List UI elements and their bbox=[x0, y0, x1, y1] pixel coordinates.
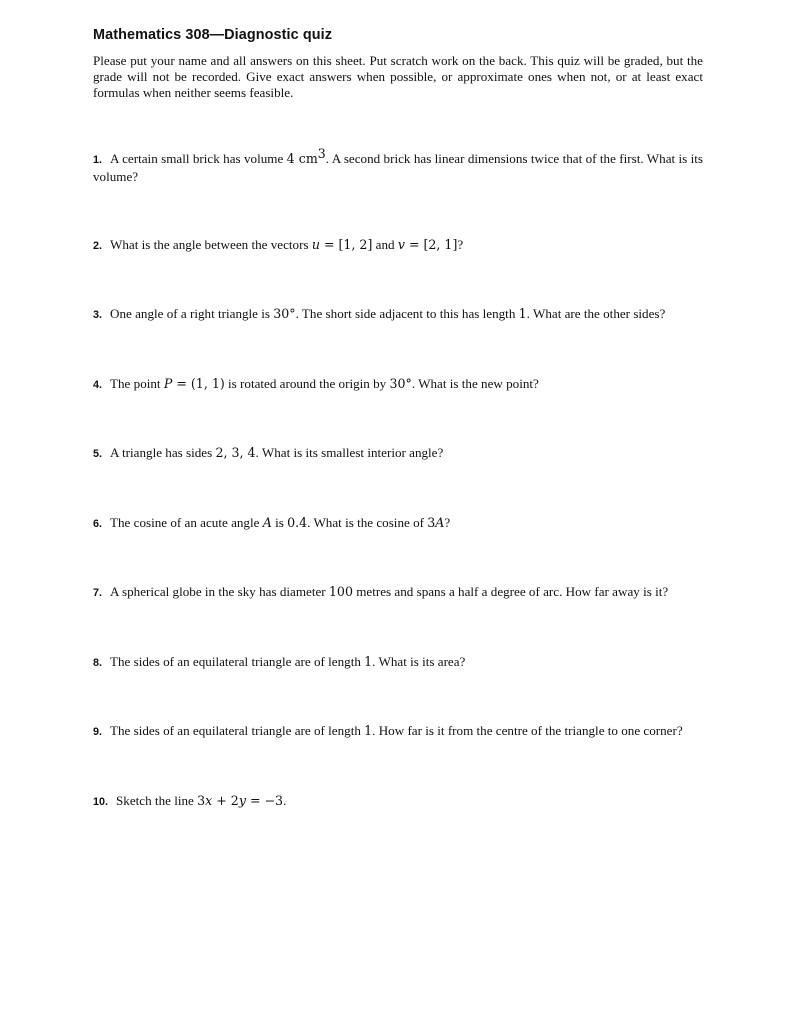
math-expression: = [1, 2] bbox=[319, 237, 373, 252]
question-number: 5. bbox=[93, 448, 103, 460]
question-text: is rotated around the origin by bbox=[224, 376, 390, 391]
question-text: . How far is it from the centre of the triangle to one corner? bbox=[372, 723, 683, 738]
question-number: 1. bbox=[93, 154, 103, 166]
question-6 bbox=[93, 515, 703, 533]
question-number: 2. bbox=[93, 240, 103, 252]
math-expression: 30° bbox=[389, 376, 412, 391]
math-expression: 1 bbox=[364, 723, 373, 738]
math-expression: 3 bbox=[427, 515, 436, 530]
question-number: 9. bbox=[93, 726, 103, 738]
question-text: What is the angle between the vectors bbox=[110, 237, 312, 252]
question-10 bbox=[93, 793, 703, 811]
math-expression: 1 bbox=[364, 654, 373, 669]
question-number: 7. bbox=[93, 587, 103, 599]
question-text: . What are the other sides? bbox=[526, 306, 666, 321]
question-text: A spherical globe in the sky has diameter bbox=[110, 584, 329, 599]
math-expression: = −3 bbox=[245, 793, 284, 808]
question-2 bbox=[93, 237, 703, 255]
question-8 bbox=[93, 654, 703, 672]
question-text: The point bbox=[110, 376, 164, 391]
math-variable: A bbox=[262, 515, 272, 530]
question-7 bbox=[93, 584, 703, 602]
question-text: metres and spans a half a degree of arc. How far away is it? bbox=[352, 584, 669, 599]
question-text: . What is its area? bbox=[372, 654, 466, 669]
math-variable: P bbox=[163, 376, 173, 391]
question-text: ? bbox=[444, 515, 451, 530]
math-variable: A bbox=[435, 515, 445, 530]
question-number: 8. bbox=[93, 657, 103, 669]
question-text: ? bbox=[457, 237, 464, 252]
question-text: and bbox=[372, 237, 398, 252]
question-5 bbox=[93, 445, 703, 463]
question-1 bbox=[93, 146, 703, 185]
question-text: . The short side adjacent to this has length bbox=[295, 306, 519, 321]
question-text: The cosine of an acute angle bbox=[110, 515, 263, 530]
math-expression: 0.4 bbox=[287, 515, 308, 530]
math-expression: 4 cm bbox=[286, 151, 318, 166]
question-text: . What is the cosine of bbox=[307, 515, 428, 530]
question-number: 4. bbox=[93, 379, 103, 391]
question-text: A triangle has sides bbox=[110, 445, 216, 460]
math-variable: x bbox=[205, 793, 213, 808]
question-text: . What is its smallest interior angle? bbox=[255, 445, 444, 460]
question-text: . What is the new point? bbox=[411, 376, 539, 391]
math-variable: v bbox=[397, 237, 405, 252]
math-expression: 1 bbox=[518, 306, 527, 321]
question-text: . bbox=[283, 793, 287, 808]
instructions-paragraph: Please put your name and all answers on this sheet. Put scratch work on the back. This quiz will be graded, but the grade will not be recorded. Give exact answers when possible, or approximate ones when not, or at least exact formulas when neither seems feasible. bbox=[93, 53, 703, 100]
question-number: 6. bbox=[93, 518, 103, 530]
question-3 bbox=[93, 306, 703, 324]
math-expression: = (1, 1) bbox=[172, 376, 225, 391]
question-number: 3. bbox=[93, 309, 103, 321]
math-variable: u bbox=[311, 237, 320, 252]
math-expression: 100 bbox=[328, 584, 353, 599]
question-text: A certain small brick has volume bbox=[110, 151, 287, 166]
math-expression: 3 bbox=[197, 793, 206, 808]
question-4 bbox=[93, 376, 703, 394]
page-title: Mathematics 308—Diagnostic quiz bbox=[93, 27, 333, 43]
question-number: 10. bbox=[93, 796, 109, 808]
question-text: Sketch the line bbox=[116, 793, 198, 808]
question-text: . A second brick has linear dimensions twice that of the first. What is its volume? bbox=[93, 151, 703, 184]
question-text: One angle of a right triangle is bbox=[110, 306, 274, 321]
question-text: The sides of an equilateral triangle are of length bbox=[110, 723, 365, 738]
question-9 bbox=[93, 723, 703, 741]
math-expression: = [2, 1] bbox=[404, 237, 458, 252]
question-text: The sides of an equilateral triangle are of length bbox=[110, 654, 365, 669]
math-superscript: 3 bbox=[317, 146, 326, 161]
question-text: is bbox=[271, 515, 288, 530]
math-variable: y bbox=[238, 793, 246, 808]
math-expression: 30° bbox=[273, 306, 296, 321]
math-expression: + 2 bbox=[212, 793, 239, 808]
math-expression: 2, 3, 4 bbox=[215, 445, 256, 460]
